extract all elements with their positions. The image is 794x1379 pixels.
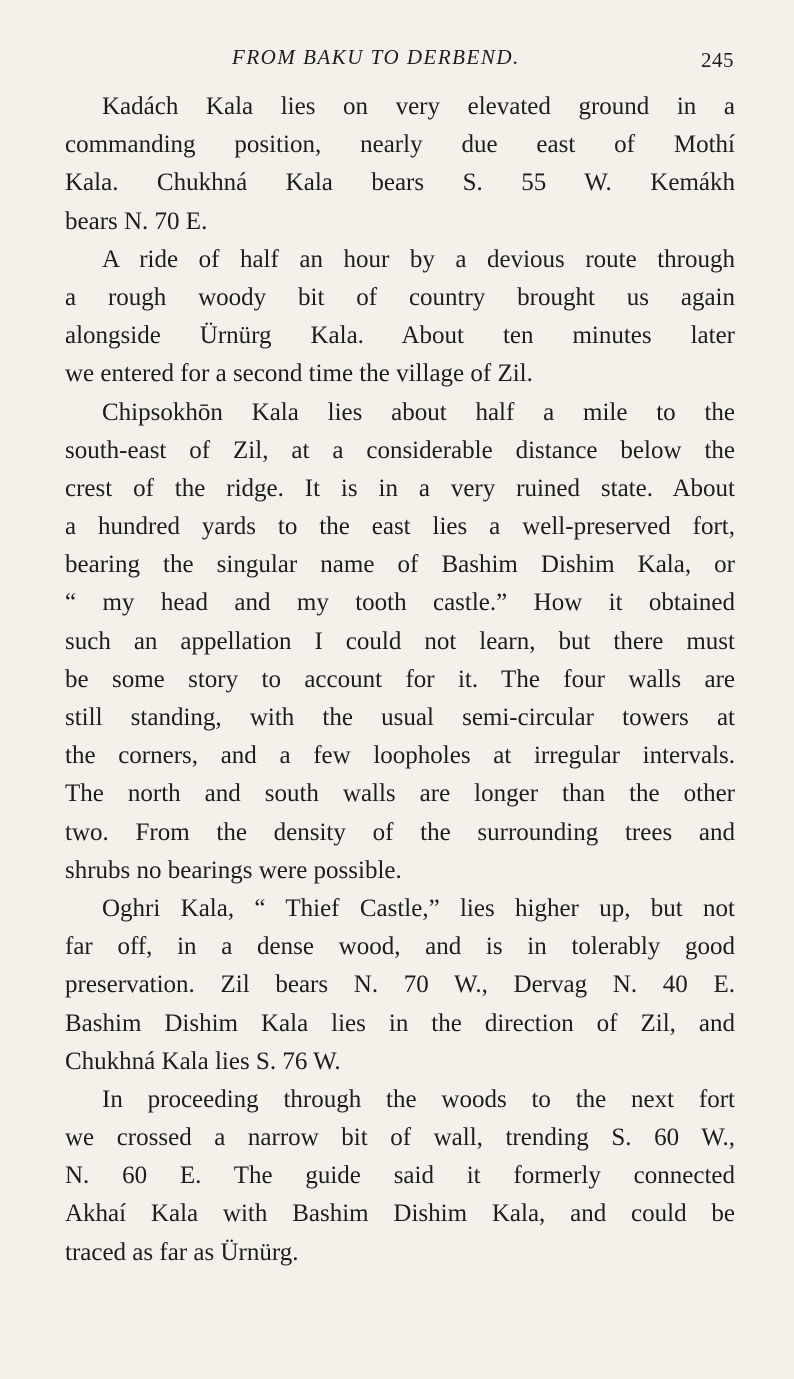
text-line: A ride of half an hour by a devious route through xyxy=(102,245,735,273)
text-line: Akhaí Kala with Bashim Dishim Kala, and could be xyxy=(65,1200,735,1228)
running-head xyxy=(0,45,794,75)
text-line: In proceeding through the woods to the next fort xyxy=(102,1085,735,1113)
text-line: Oghri Kala, “ Thief Castle,” lies higher up, but not xyxy=(102,894,735,922)
text-line: a hundred yards to the east lies a well-preserved fort, xyxy=(65,513,735,541)
text-line: alongside Ürnürg Kala. About ten minutes later xyxy=(65,322,735,350)
text-line: far off, in a dense wood, and is in tolerably good xyxy=(65,933,735,961)
text-line: be some story to account for it. The four walls are xyxy=(65,665,735,693)
text-line: two. From the density of the surrounding trees and xyxy=(65,818,735,846)
text-line: Bashim Dishim Kala lies in the direction of Zil, and xyxy=(65,1009,735,1037)
text-line: Kala. Chukhná Kala bears S. 55 W. Kemákh xyxy=(65,169,735,197)
text-line: such an appellation I could not learn, but there must xyxy=(65,627,735,655)
text-line: Chipsokhōn Kala lies about half a mile to the xyxy=(102,398,735,426)
text-line: Kadách Kala lies on very elevated ground in a xyxy=(102,93,735,120)
text-line: Chukhná Kala lies S. 76 W. xyxy=(65,1047,341,1075)
text-line: The north and south walls are longer than the other xyxy=(65,780,735,808)
text-line: still standing, with the usual semi-circular towers at xyxy=(65,704,735,731)
text-line: we entered for a second time the village of Zil. xyxy=(65,360,533,388)
text-line: N. 60 E. The guide said it formerly connected xyxy=(65,1162,735,1190)
text-line: the corners, and a few loopholes at irregular intervals. xyxy=(65,742,735,770)
text-line: south-east of Zil, at a considerable distance below the xyxy=(65,436,735,464)
body-text xyxy=(65,88,735,1272)
text-line: shrubs no bearings were possible. xyxy=(65,856,402,884)
text-line: traced as far as Ürnürg. xyxy=(65,1238,299,1266)
text-line: bears N. 70 E. xyxy=(65,207,208,235)
text-line: crest of the ridge. It is in a very ruined state. About xyxy=(65,474,735,502)
text-line: we crossed a narrow bit of wall, trending S. 60 W., xyxy=(65,1124,735,1152)
text-line: bearing the singular name of Bashim Dishim Kala, or xyxy=(65,551,735,579)
page-number: 245 xyxy=(701,48,734,72)
text-line: commanding position, nearly due east of Mothí xyxy=(65,131,735,159)
text-line: preservation. Zil bears N. 70 W., Dervag N. 40 E. xyxy=(65,971,735,999)
running-title: FROM BAKU TO DERBEND. xyxy=(232,45,520,69)
text-line: a rough woody bit of country brought us again xyxy=(65,283,735,311)
text-line: “ my head and my tooth castle.” How it obtained xyxy=(65,589,735,617)
